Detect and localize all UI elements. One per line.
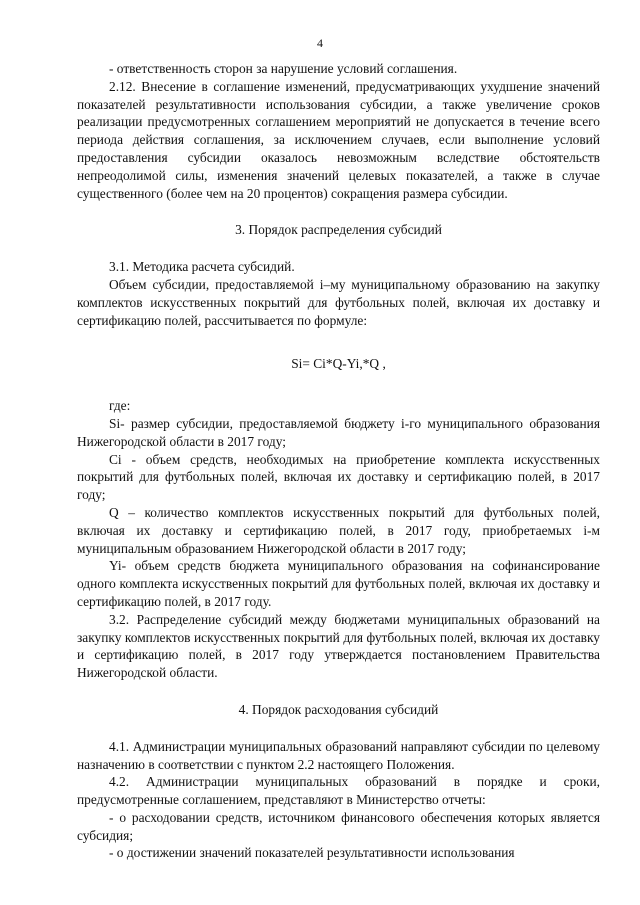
paragraph-2-12: 2.12. Внесение в соглашение изменений, предусматривающих ухудшение значений показателей результативности использования субсидии, а также увеличение сроков реализации предусмотренных соглашением мероприятий не допускается в течение всего периода действия соглашения, за исключением случаев, если выполнение условий предоставления субсидии оказалось невозможным вследствие обстоятельств непреодолимой силы, изменения значений целевых показателей, а также в случае существенного (более чем на 20 процентов) сокращения размера субсидии. bbox=[77, 78, 600, 201]
paragraph-4-2: 4.2. Администрации муниципальных образований в порядке и сроки, предусмотренные соглашением, представляют в Министерство отчеты: bbox=[77, 774, 600, 808]
list-item-indicators: - о достижении значений показателей результативности использования bbox=[109, 845, 515, 861]
paragraph-3-2: 3.2. Распределение субсидий между бюджетами муниципальных образований на закупку комплектов искусственных покрытий для футбольных полей, включая их доставку и сертификацию полей, в 2017 году утверждается постановлением Правительства Нижегородской области. bbox=[77, 611, 600, 681]
document-body bbox=[77, 60, 600, 862]
list-item-expenditure: - о расходовании средств, источником финансового обеспечения которых является субсидия; bbox=[77, 809, 600, 843]
definition-q: Q – количество комплектов искусственных покрытий для футбольных полей, включая их доставку и сертификацию полей, в 2017 году, приобретаемых i-м муниципальным образованием Нижегородской области в 2017 году; bbox=[77, 504, 600, 556]
definition-c: Ci - объем средств, необходимых на приобретение комплекта искусственных покрытий для футбольных полей, включая их доставку и сертификацию полей, в 2017 году; bbox=[77, 451, 600, 503]
formula: Si= Ci*Q-Yi,*Q , bbox=[291, 356, 386, 372]
paragraph-responsibility: - ответственность сторон за нарушение условий соглашения. bbox=[109, 61, 458, 76]
where-label: где: bbox=[109, 398, 131, 414]
page-number: 4 bbox=[317, 36, 323, 50]
paragraph-3-1: 3.1. Методика расчета субсидий. bbox=[109, 259, 295, 275]
definition-s: Si- размер субсидии, предоставляемой бюджету i-го муниципального образования Нижегородской области в 2017 году; bbox=[77, 415, 600, 449]
formula-line bbox=[77, 355, 600, 373]
section-heading-3: 3. Порядок распределения субсидий bbox=[235, 222, 442, 238]
definition-y: Yi- объем средств бюджета муниципального образования на софинансирование одного комплекта искусственных покрытий для футбольных полей, включая их доставку и сертификацию полей, в 2017 году. bbox=[77, 558, 600, 609]
section-heading-4: 4. Порядок расходования субсидий bbox=[238, 701, 439, 717]
paragraph-4-1: 4.1. Администрации муниципальных образований направляют субсидии по целевому назначению в соответствии с пунктом 2.2 настоящего Положения. bbox=[77, 738, 600, 772]
paragraph-3-1-text: Объем субсидии, предоставляемой i–му муниципальному образованию на закупку комплектов искусственных покрытий для футбольных полей, включая их доставку и сертификацию полей, рассчитывается по формуле: bbox=[77, 276, 600, 328]
